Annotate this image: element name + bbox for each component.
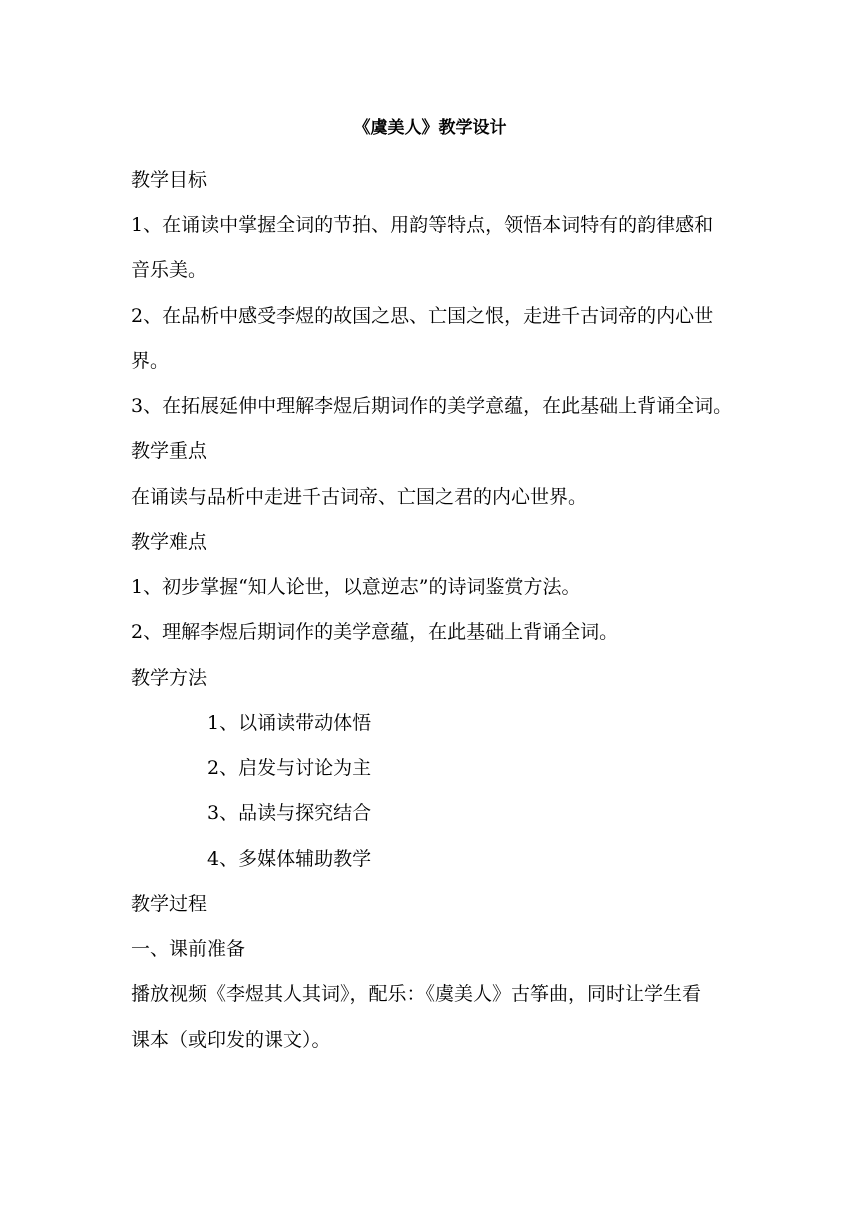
method-item: 1、以诵读带动体悟: [207, 712, 372, 734]
objective-2-line-1: 2、在品析中感受李煜的故国之思、亡国之恨，走进千古词帝的内心世: [131, 305, 714, 327]
section-heading-objectives: 教学目标: [131, 169, 208, 191]
difficulty-1: 1、初步掌握“知人论世，以意逆志”的诗词鉴赏方法。: [131, 576, 581, 598]
process-step-1-line-2: 课本（或印发的课文）。: [131, 1029, 331, 1051]
process-step-1-heading: 一、课前准备: [131, 938, 246, 960]
difficulty-2: 2、理解李煜后期词作的美学意蕴，在此基础上背诵全词。: [131, 621, 619, 643]
objective-1-line-2: 音乐美。: [131, 259, 208, 281]
key-points-text: 在诵读与品析中走进千古词帝、亡国之君的内心世界。: [131, 486, 588, 508]
objective-1-line-1: 1、在诵读中掌握全词的节拍、用韵等特点，领悟本词特有的韵律感和: [131, 214, 714, 236]
objective-2-line-2: 界。: [131, 350, 170, 372]
process-step-1-line-1: 播放视频《李煜其人其词》，配乐：《虞美人》古筝曲，同时让学生看: [131, 983, 702, 1005]
method-item: 4、多媒体辅助教学: [207, 848, 372, 870]
section-heading-key-points: 教学重点: [131, 440, 208, 462]
section-heading-process: 教学过程: [131, 893, 208, 915]
section-heading-methods: 教学方法: [131, 667, 208, 689]
document-title: 《虞美人》教学设计: [353, 118, 507, 138]
method-item: 3、品读与探究结合: [207, 802, 372, 824]
method-item: 2、启发与讨论为主: [207, 757, 372, 779]
objective-3: 3、在拓展延伸中理解李煜后期词作的美学意蕴，在此基础上背诵全词。: [131, 395, 733, 417]
section-heading-difficulties: 教学难点: [131, 531, 208, 553]
